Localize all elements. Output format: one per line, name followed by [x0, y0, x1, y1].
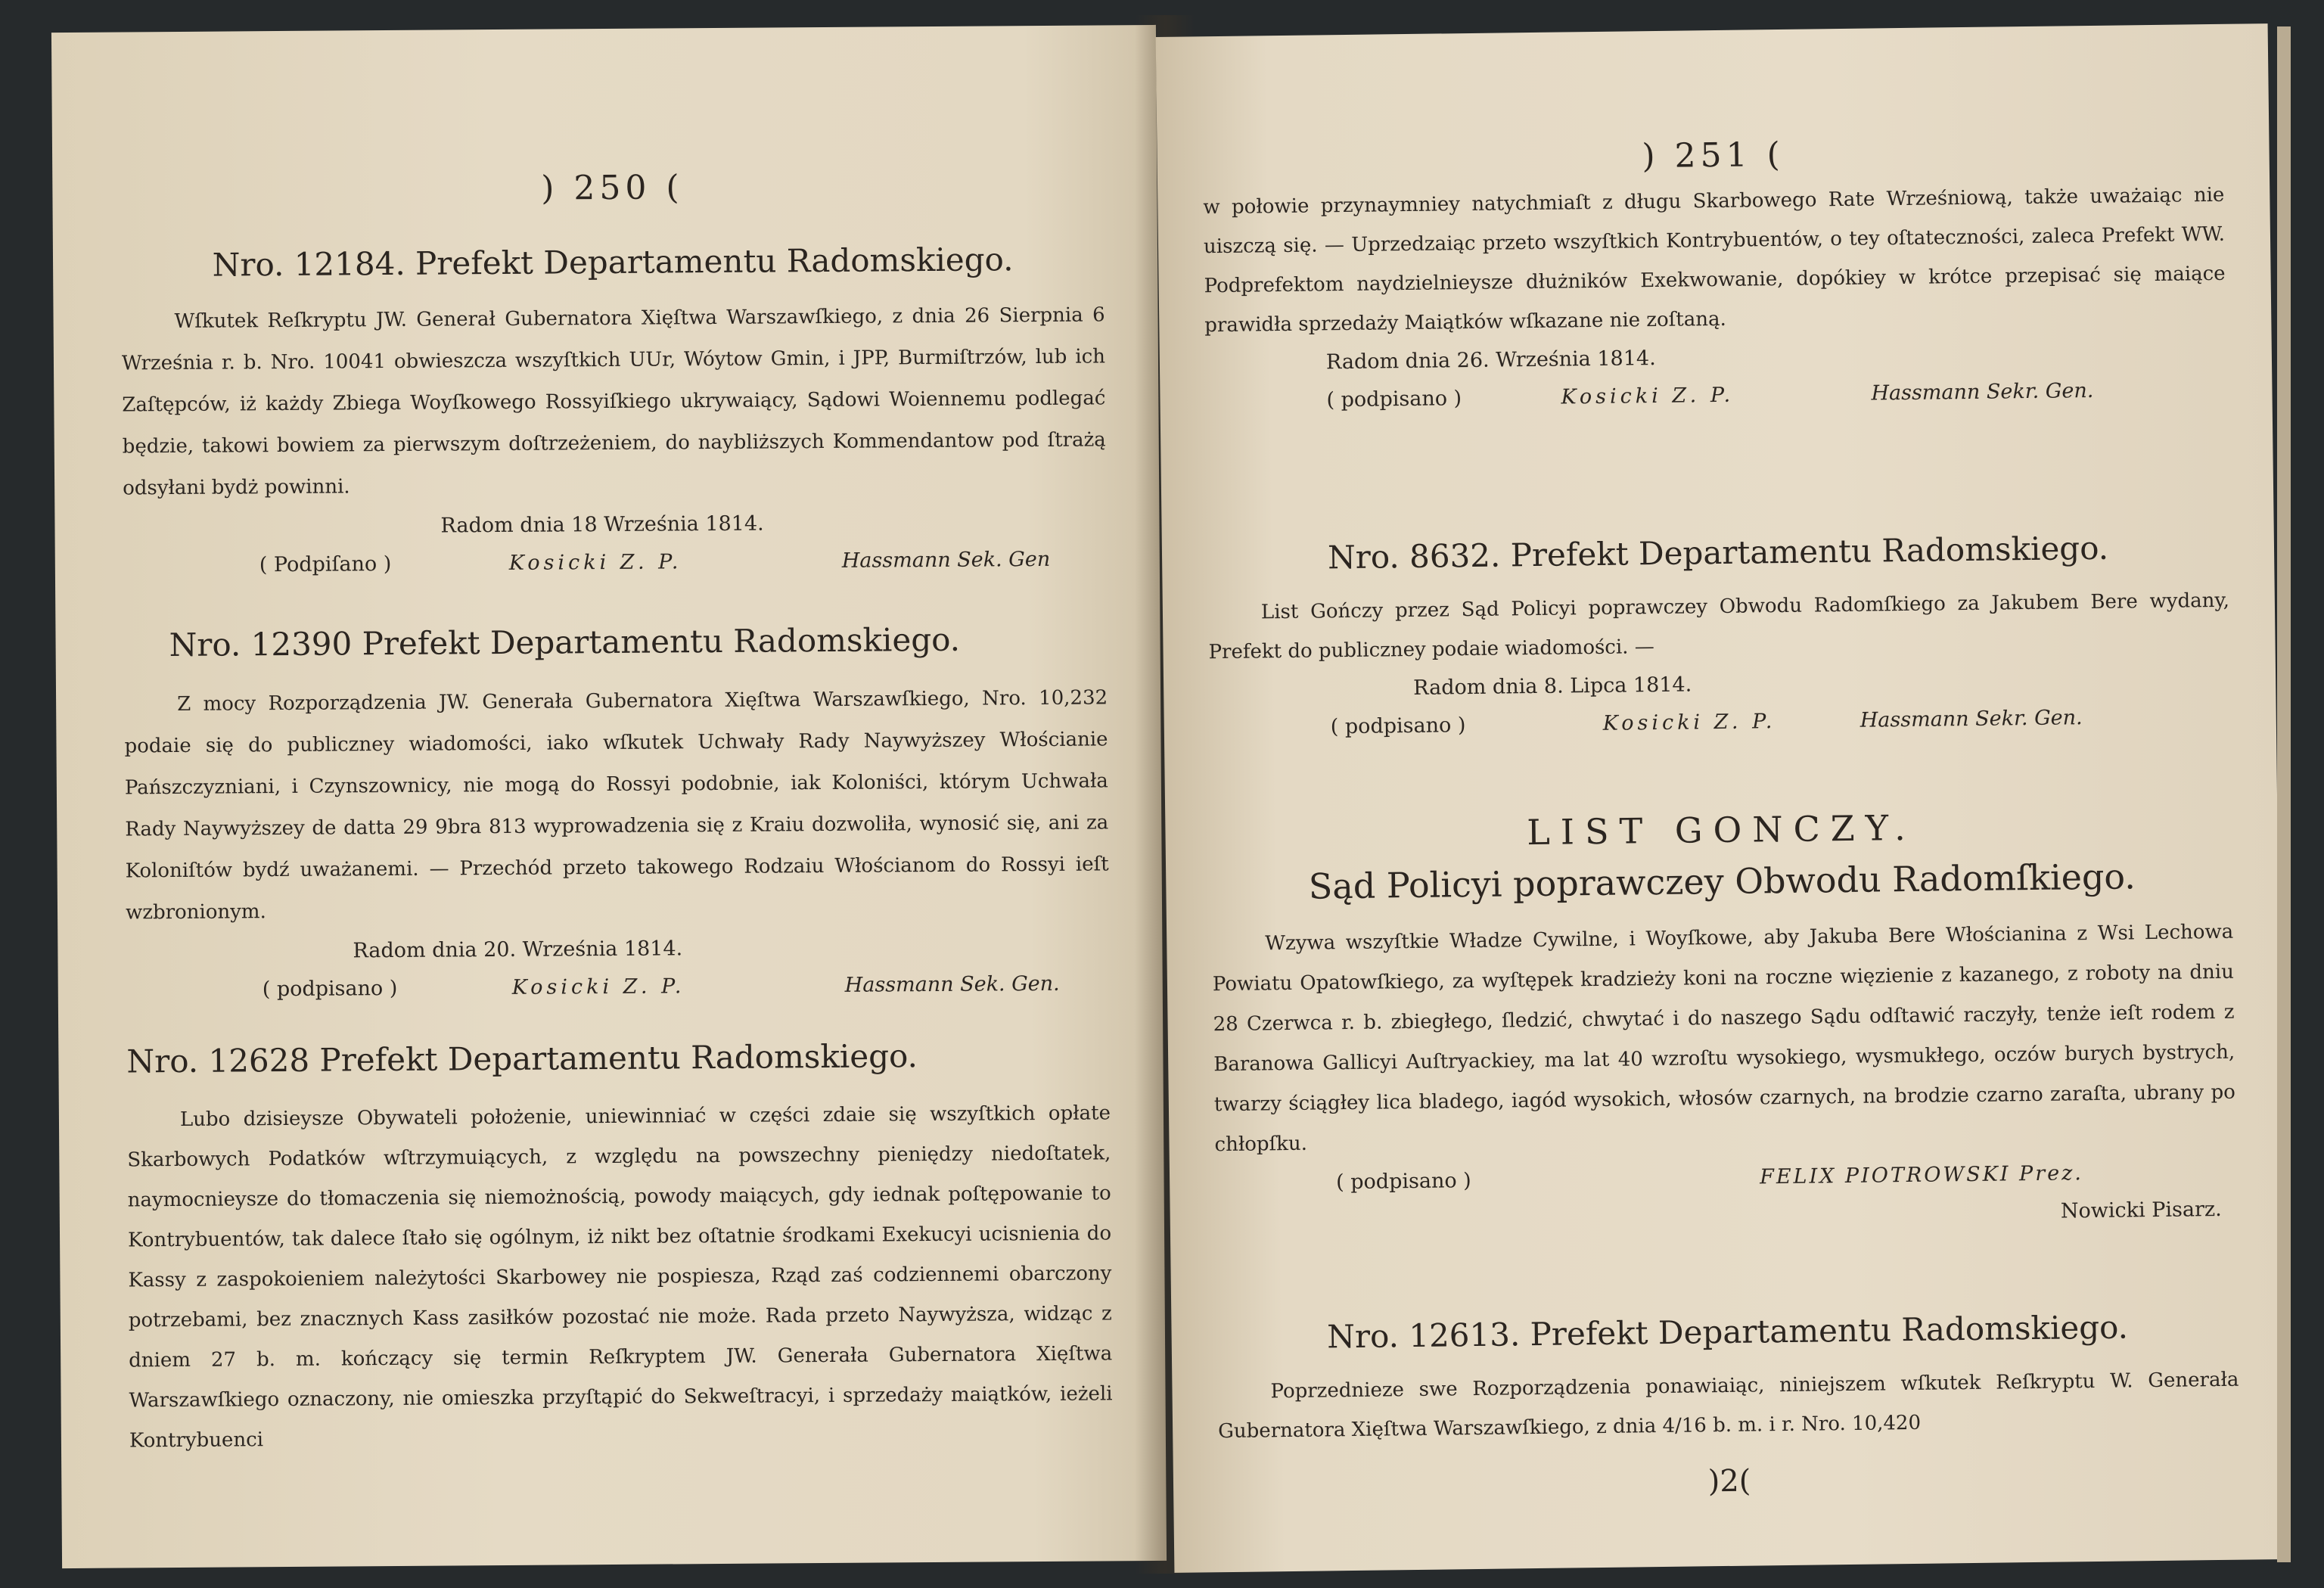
- page-number: ) 250 (: [541, 168, 684, 208]
- entry-body: List Gończy przez Sąd Policyi poprawczey Obwodu Radomſkiego za Jakubem Bere wydany, Prefekt do publiczney podaie wiadomości. —: [1208, 589, 2230, 664]
- signature-secretary: Hassmann Sekr. Gen.: [1871, 378, 2094, 406]
- entry-signature: [123, 540, 1107, 585]
- signature-prefect: Kosicki Z. P.: [1561, 383, 1735, 409]
- signature-secretary: Hassmann Sek. Gen: [841, 547, 1051, 573]
- page-edge: [2277, 26, 2291, 1562]
- signature-prefect: Kosicki Z. P.: [1602, 710, 1776, 735]
- entry-header: Nro. 8632. Prefekt Departamentu Radomskiego.: [1327, 529, 2109, 576]
- signature-prefect: Kosicki Z. P.: [508, 550, 682, 575]
- signature-president: FELIX PIOTROWSKI Prez.: [1759, 1161, 2084, 1189]
- entry-12613: [1216, 1310, 2239, 1451]
- entry-date: Radom dnia 8. Lipca 1814.: [1413, 673, 1692, 700]
- signature-mark: )2(: [1707, 1463, 1751, 1499]
- continuation-body: w połowie przynaymniey natychmiaſt z długu Skarbowego Rate Wrześniową, także uważaiąc nie uiszczą się. — Uprzedzaiąc przeto wszyſtkich Kontrybuentów, o tey oſtateczności, zaleca Prefekt WW. Podprefektom naydzielnieysze dłużników Exekwowanie, dopókiey w krótce przepisać się maiące prawidła sprzedaży Maiątków wſkazane nie zoſtaną.: [1203, 183, 2226, 337]
- left-page: [51, 25, 1167, 1568]
- entry-body: Lubo dzisieysze Obywateli położenie, uniewinniać w części zdaie się wszyſtkich opłate Skarbowych Podatków wſtrzymuiących, z względu na powszechny pieniędzy niedoſtatek, naymocnieysze do tłomaczenia się niemożnością, powody maiących, gdy iednak poſtępowanie to Kontrybuentów, tak dalece ſtało się ogólnym, iż nikt bez oſtatnie środkami Exekucyi ucisnienia do Kassy z zaspokoieniem należytości Skarbowey nie pospiesza, Rząd zaś codziennemi obarczony potrzebami, bez znacznych Kass zasiłków pozostać nie może. Rada przeto Naywyższa, widząc z dniem 27 b. m. kończący się termin Reſkryptem JW. Generała Gubernatora Xięſtwa Warszawſkiego oznaczony, nie omieszka przyſtąpić do Sekweſtracyi, i sprzedaży maiątków, ieżeli Kontrybuenci: [127, 1102, 1113, 1453]
- continuation-date: Radom dnia 26. Września 1814.: [1325, 347, 1656, 374]
- entry-body: Wſkutek Reſkryptu JW. Generał Gubernatora Xięſtwa Warszawſkiego, z dnia 26 Sierpnia 6 Września r. b. Nro. 10041 obwieszcza wszyſtkich UUr, Wóytow Gmin, i JPP, Burmiſtrzów, lub ich Zaſtępców, iż każdy Zbiega Woyſkowego Rossyiſkiego ukrywaiący, Sądowi Woiennemu podlegać będzie, takowi bowiem za pierwszym doſtrzeżeniem, do naybliższych Kommendantow pod ſtrażą odsyłani bydż powinni.: [121, 303, 1106, 500]
- entry-date: Radom dnia 18 Września 1814.: [440, 511, 764, 538]
- right-column: [1201, 24, 2239, 1499]
- entry-header: Nro. 12628 Prefekt Departamentu Radomskiego.: [126, 1037, 918, 1080]
- signature-label: ( Podpiſano ): [259, 552, 392, 577]
- list-gonczy: [1210, 803, 2237, 1241]
- list-gonczy-title: LIST GONCZY.: [1526, 806, 1917, 853]
- entry-header: Nro. 12613. Prefekt Departamentu Radomskiego.: [1326, 1308, 2129, 1356]
- signature-label: ( podpisano ): [1326, 387, 1462, 412]
- signature-label: ( podpisano ): [1335, 1169, 1471, 1195]
- entry-header: Nro. 12390 Prefekt Departamentu Radomskiego.: [169, 620, 961, 664]
- left-column: [120, 25, 1113, 1453]
- entry-signature: [126, 965, 1110, 1009]
- entry-12184: [121, 243, 1107, 585]
- right-page: [1156, 23, 2287, 1573]
- entry-body: Z mocy Rozporządzenia JW. Generała Gubernatora Xięſtwa Warszawſkiego, Nro. 10,232 podaie się do publiczney wiadomości, iako wſkutek Uchwały Rady Naywyższey Włościanie Pańszczyzniani, i Czynszownicy, nie mogą do Rossyi podobnie, iak Koloniści, którym Uchwała Rady Naywyższey de datta 29 9bra 813 wyprowadzenia się z Kraiu dozwoliła, wynosić się, ani za Koloniſtów bydź uważanemi. — Przechód przeto takowego Rodzaiu Włościanom do Rossyi ieſt wzbronionym.: [124, 686, 1109, 925]
- entry-12390: [123, 620, 1109, 1009]
- list-gonczy-subtitle: Sąd Policyi poprawczey Obwodu Radomſkiego.: [1308, 856, 2136, 907]
- signature-prefect: Kosicki Z. P.: [511, 974, 685, 999]
- page-number: ) 251 (: [1642, 135, 1785, 176]
- signature-clerk: Nowicki Pisarz.: [2060, 1197, 2222, 1223]
- signature-secretary: Hassmann Sekr. Gen.: [1860, 706, 2083, 732]
- list-gonczy-body: Wzywa wszyſtkie Władze Cywilne, i Woyſkowe, aby Jakuba Bere Włościanina z Wsi Lechowa Powiatu Opatowſkiego, za wyſtępek kradzieży koni na roczne więzienie z kazanego, z roboty na dniu 28 Czerwca r. b. zbiegłego, ſledzić, chwytać i do naszego Sądu odſtawić raczyły, tenże ieſt rodem z Baranowa Gallicyi Auſtryackiey, ma lat 40 wzroſtu wysokiego, wysmukłego, oczów burych bystrych, twarzy ściągłey lica bladego, iagód wysokich, włosów czarnych, na brodzie czarno zaraſta, ubrany po chłopſku.: [1212, 920, 2235, 1157]
- entry-12628: [126, 1039, 1113, 1461]
- signature-label: ( podpisano ): [1330, 713, 1466, 739]
- entry-8632: [1207, 531, 2231, 747]
- signature-secretary: Hassmann Sek. Gen.: [844, 971, 1060, 997]
- entry-body: Poprzednieze swe Rozporządzenia ponawiaiąc, niniejszem wſkutek Reſkryptu W. Generała Gubernatora Xięſtwa Warszawſkiego, z dnia 4/16 b. m. i r. Nro. 10,420: [1217, 1368, 2239, 1443]
- continuation-block: [1203, 176, 2227, 421]
- entry-header: Nro. 12184. Prefekt Departamentu Radomskiego.: [212, 241, 1014, 284]
- signature-label: ( podpisano ): [262, 976, 398, 1002]
- entry-date: Radom dnia 20. Września 1814.: [353, 937, 683, 963]
